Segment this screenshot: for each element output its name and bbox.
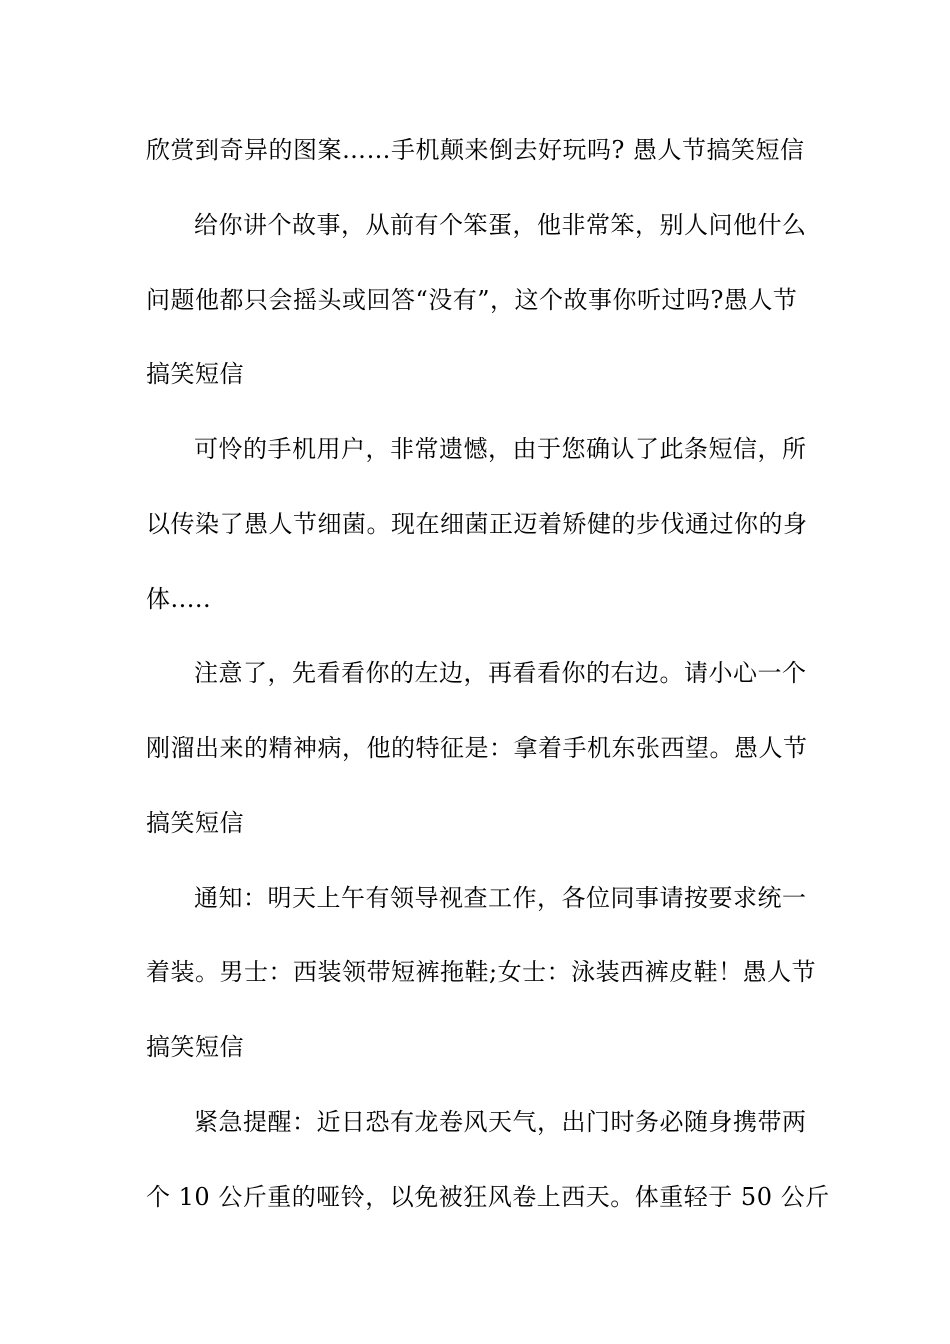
text-line-1: 欣赏到奇异的图案……手机颠来倒去好玩吗? 愚人节搞笑短信 <box>146 136 805 164</box>
paragraph-4-line-3: 搞笑短信 <box>146 1033 244 1061</box>
paragraph-4-line-1: 通知：明天上午有领导视查工作，各位同事请按要求统一 <box>194 884 807 912</box>
paragraph-1-line-1: 给你讲个故事，从前有个笨蛋，他非常笨，别人问他什么 <box>194 211 807 239</box>
paragraph-1-line-3: 搞笑短信 <box>146 360 244 388</box>
paragraph-2-line-3: 体..... <box>146 585 212 613</box>
paragraph-5-line-2: 个 10 公斤重的哑铃，以免被狂风卷上西天。体重轻于 50 公斤 <box>146 1183 830 1211</box>
paragraph-2-line-1: 可怜的手机用户，非常遗憾，由于您确认了此条短信，所 <box>194 435 807 463</box>
paragraph-2-line-2: 以传染了愚人节细菌。现在细菌正迈着矫健的步伐通过你的身 <box>146 510 808 538</box>
paragraph-5-line-1: 紧急提醒：近日恐有龙卷风天气，出门时务必随身携带两 <box>194 1108 807 1136</box>
paragraph-3-line-2: 刚溜出来的精神病，他的特征是：拿着手机东张西望。愚人节 <box>146 734 808 762</box>
paragraph-3-line-3: 搞笑短信 <box>146 809 244 837</box>
paragraph-4-line-2: 着装。男士：西装领带短裤拖鞋;女士：泳装西裤皮鞋！愚人节 <box>146 958 817 986</box>
paragraph-3-line-1: 注意了，先看看你的左边，再看看你的右边。请小心一个 <box>194 659 807 687</box>
paragraph-1-line-2: 问题他都只会摇头或回答“没有”，这个故事你听过吗?愚人节 <box>146 286 798 314</box>
